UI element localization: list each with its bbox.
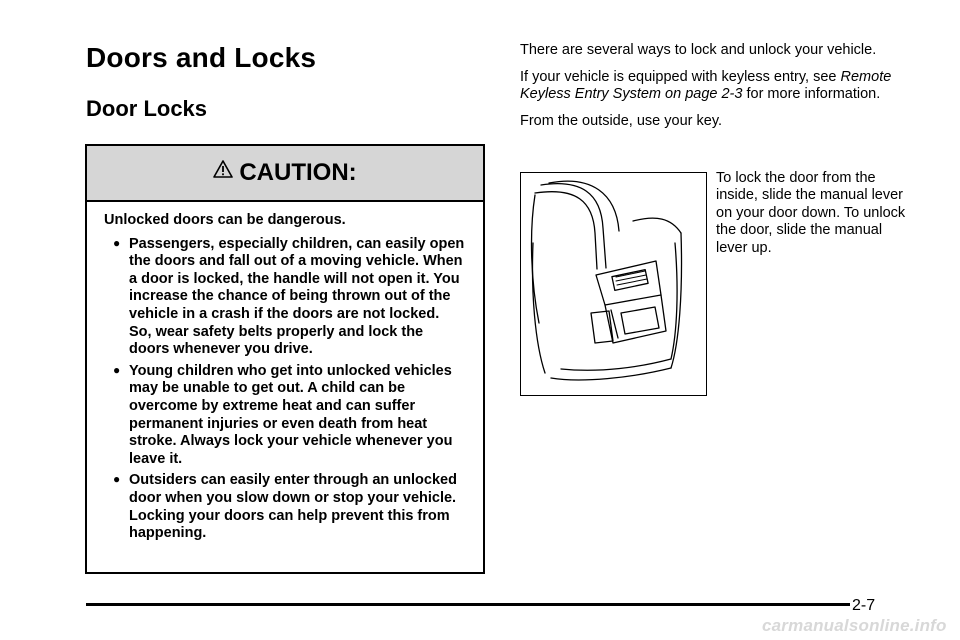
caution-bullet-text: Young children who get into unlocked vehicles may be unable to get out. A child can be overcome by extreme heat and can suffer permanent injuries or even death from heat stroke. Always lock your vehicle whenever you leave it.: [129, 362, 453, 467]
footer-rule: [86, 603, 850, 606]
keyless-entry-reference-link[interactable]: Remote Keyless Entry System on page 2-3: [520, 69, 892, 102]
caution-intro: Unlocked doors can be dangerous.: [104, 212, 346, 228]
caution-bullet-text: Outsiders can easily enter through an unlocked door when you slow down or stop your vehicle. Locking your doors can help prevent this from happening.: [129, 472, 457, 542]
caution-bullet-text: Passengers, especially children, can easily open the doors and fall out of a moving vehicle. When a door is locked, the handle will not open it. You increase the chance of being thrown out of the vehicle in a crash if the doors are not locked. So, wear safety belts properly and lock the doors whenever you drive.: [129, 235, 465, 358]
page-title: Doors and Locks: [86, 42, 317, 73]
paragraph-keyless-entry: [520, 69, 900, 103]
caution-bullet: [113, 236, 465, 359]
caution-label: CAUTION:: [239, 159, 357, 186]
caution-list: [104, 236, 465, 543]
caution-bullet: [113, 472, 465, 542]
paragraph-ways-to-lock: There are several ways to lock and unlock your vehicle.: [520, 42, 877, 58]
paragraph-use-key: From the outside, use your key.: [520, 113, 723, 129]
bullet-icon: ●: [113, 235, 121, 250]
section-title: Door Locks: [86, 96, 208, 121]
bullet-icon: ●: [113, 362, 121, 377]
figure-caption: To lock the door from the inside, slide the manual lever on your door down. To unlock the door, slide the manual lever up.: [716, 170, 906, 256]
caution-box: [85, 144, 485, 574]
caution-body: [87, 202, 483, 543]
door-lock-lever-icon: [521, 173, 706, 395]
keyless-prefix: If your vehicle is equipped with keyless entry, see: [520, 69, 841, 85]
caution-bullet: [113, 363, 465, 469]
bullet-icon: ●: [113, 472, 121, 487]
keyless-suffix: for more information.: [742, 86, 881, 102]
caution-header: [87, 146, 483, 202]
warning-icon: [213, 159, 233, 179]
page-number: 2-7: [852, 597, 876, 614]
watermark: carmanualsonline.info: [762, 616, 947, 635]
door-lock-illustration: [520, 172, 707, 396]
right-column: [520, 42, 900, 140]
